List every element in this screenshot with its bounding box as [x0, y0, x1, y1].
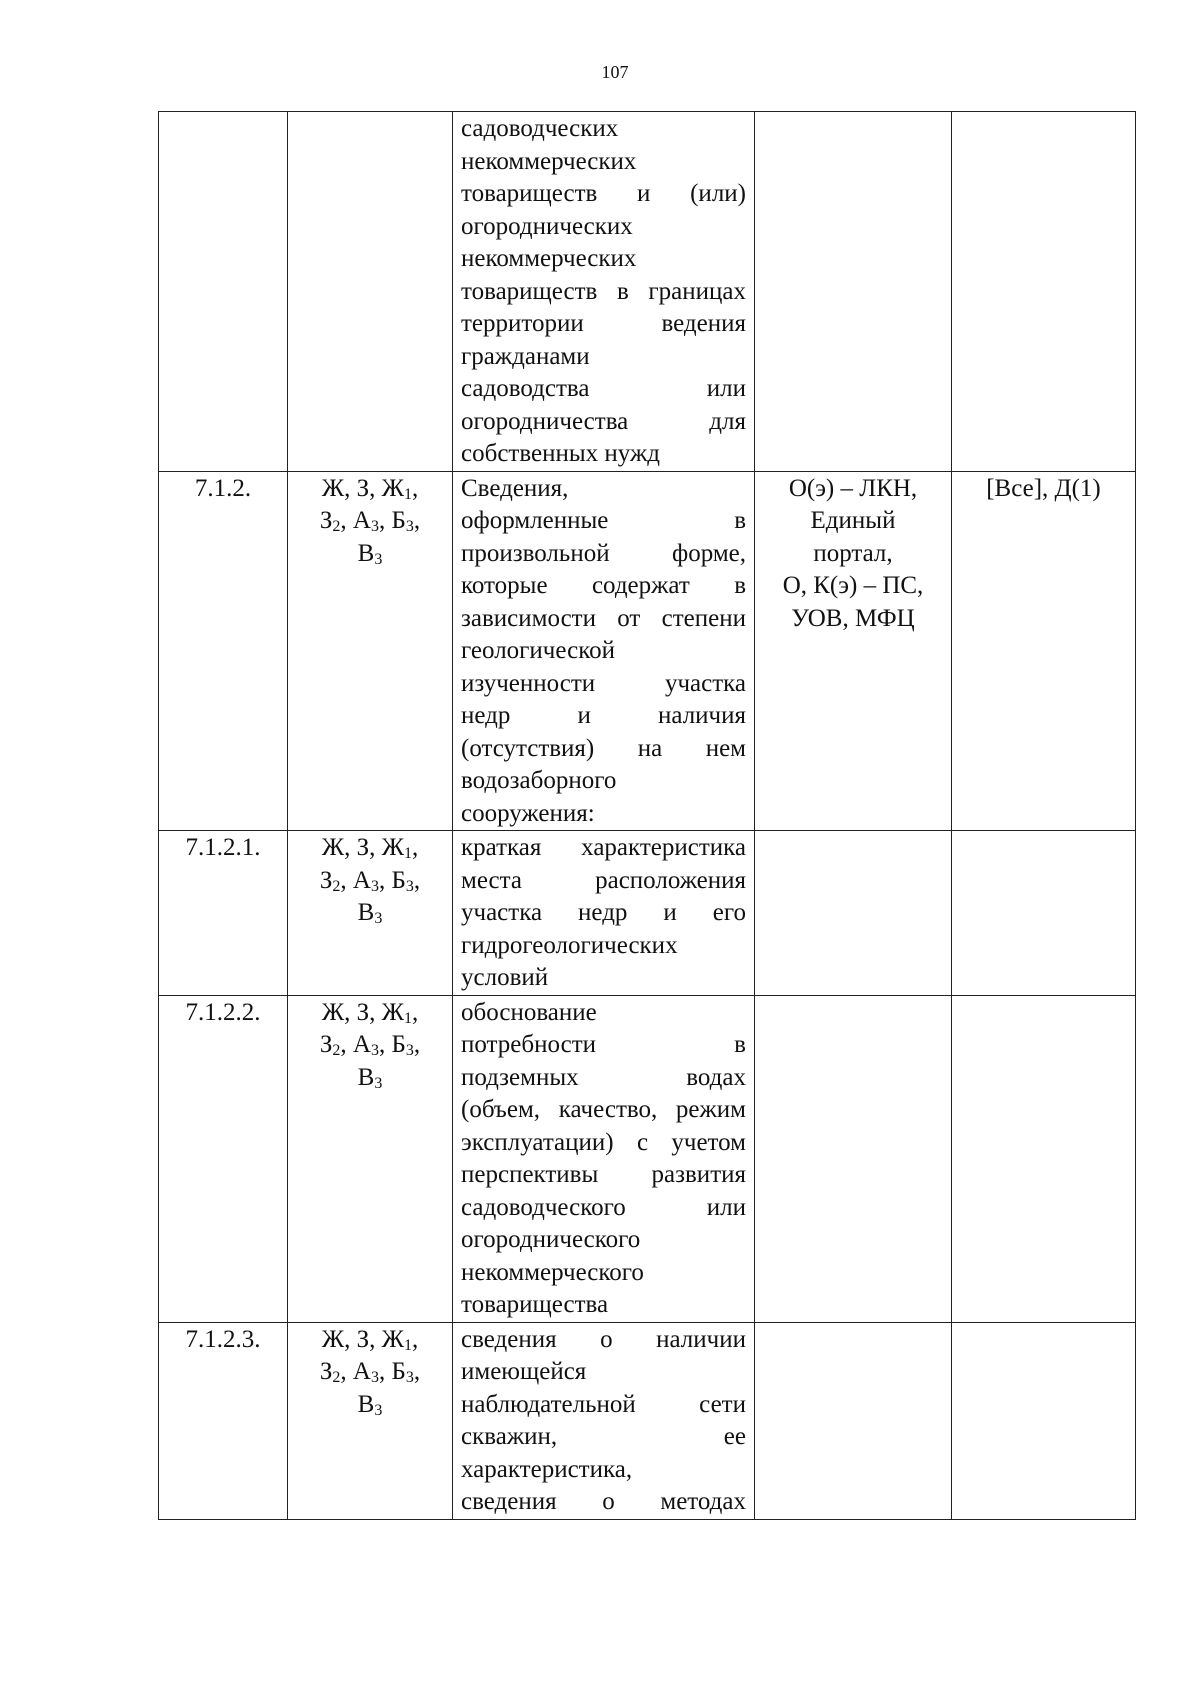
submission-method-line: О, К(э) – ПС, [782, 572, 924, 599]
submission-method-cell [755, 995, 952, 1322]
description-line: Сведения, [461, 474, 569, 502]
applicant-categories-cell [288, 995, 453, 1322]
category-line [296, 865, 444, 898]
table-row [159, 1322, 1136, 1519]
category-text: З [319, 507, 333, 534]
description-line: некоммерческих [461, 245, 637, 272]
category-text: З [319, 1031, 333, 1058]
description-line: имеющейся [461, 1358, 587, 1385]
category-text: , [412, 998, 419, 1026]
table-body [159, 112, 1136, 1520]
category-line [296, 1389, 444, 1422]
category-line [296, 1029, 444, 1062]
subscript: 2 [332, 1042, 341, 1059]
description-line: краткая характеристика [461, 834, 746, 861]
table-row [159, 995, 1136, 1322]
category-line [296, 997, 444, 1030]
description-line: товариществ и (или) [461, 180, 746, 207]
description-line: огороднического [461, 1226, 641, 1253]
description-line: участка недр и его [461, 899, 746, 926]
category-text: З [319, 866, 333, 894]
description-line: гидрогеологических [461, 931, 678, 959]
category-text: , [413, 507, 421, 534]
description-line: подземных водах [461, 1063, 746, 1091]
category-text: Ж, З, Ж [321, 834, 405, 861]
category-line [296, 473, 444, 506]
description-line: обоснование [461, 998, 597, 1026]
subscript: 2 [332, 877, 341, 895]
category-text: В [357, 1063, 375, 1091]
page-number: 107 [601, 62, 629, 82]
subscript: 3 [370, 1042, 379, 1059]
category-text: , А [340, 1031, 371, 1058]
reference-cell [952, 831, 1136, 996]
description-line: некоммерческого [461, 1258, 644, 1286]
subscript: 3 [405, 877, 414, 895]
description-line: некоммерческих [461, 147, 637, 175]
subscript: 3 [405, 1042, 414, 1059]
subscript: 3 [374, 1074, 383, 1092]
description-line: сооружения: [461, 799, 595, 827]
category-line [296, 1324, 444, 1357]
category-text: В [357, 1390, 375, 1418]
description-line: произвольной форме, [461, 539, 746, 567]
submission-method-cell [755, 112, 952, 472]
submission-method-line: портал, [813, 539, 893, 567]
subscript: 3 [370, 877, 379, 895]
description-line: потребности в [461, 1031, 746, 1058]
description-cell [453, 831, 755, 996]
subscript: 1 [404, 1336, 413, 1354]
reference-cell: [Все], Д(1) [952, 471, 1136, 831]
description-line: условий [461, 964, 549, 991]
applicant-categories-cell [288, 831, 453, 996]
submission-method-cell [755, 471, 952, 831]
subscript: 3 [370, 1369, 379, 1386]
table-row [159, 471, 1136, 831]
subscript: 3 [374, 910, 383, 927]
category-text: , [412, 834, 419, 861]
category-text: , [412, 474, 419, 502]
description-line: эксплуатации) с учетом [461, 1128, 746, 1156]
category-line [296, 1062, 444, 1095]
category-text: , А [340, 866, 371, 894]
subscript: 1 [404, 485, 413, 503]
category-text: Ж, З, Ж [321, 1325, 405, 1353]
description-line: перспективы развития [461, 1161, 746, 1188]
category-text: , [412, 1325, 419, 1353]
subscript: 3 [405, 1369, 414, 1386]
description-cell [453, 471, 755, 831]
category-text: В [357, 899, 375, 926]
description-line: наблюдательной сети [461, 1390, 746, 1418]
description-line: огороднических [461, 212, 633, 240]
category-line [296, 1356, 444, 1389]
category-text: , Б [378, 866, 406, 894]
subscript: 3 [374, 550, 383, 568]
submission-method-cell [755, 831, 952, 996]
applicant-categories-cell [288, 1322, 453, 1519]
applicant-categories-cell [288, 112, 453, 472]
category-text: , Б [378, 1031, 406, 1058]
submission-method-line: Единый [810, 507, 896, 534]
requirements-table [158, 111, 1136, 1520]
category-text: , [413, 1358, 421, 1385]
reference-cell [952, 995, 1136, 1322]
submission-method-cell [755, 1322, 952, 1519]
reference-cell [952, 1322, 1136, 1519]
category-text: , [413, 1031, 421, 1058]
description-line: (отсутствия) на нем [461, 734, 746, 762]
category-text: В [357, 539, 375, 567]
description-line: водозаборного [461, 767, 617, 794]
description-line: садоводческого или [461, 1193, 746, 1221]
submission-method-line: О(э) – ЛКН, [788, 474, 918, 502]
description-line: сведения о наличии [461, 1325, 746, 1353]
description-line: товариществ в границах [461, 277, 746, 305]
description-line: изученности участка [461, 669, 746, 697]
submission-method-line: УОВ, МФЦ [791, 604, 915, 632]
description-line: скважин, ее [461, 1423, 746, 1450]
description-line: садоводства или [461, 375, 746, 402]
description-line: гражданами [461, 342, 590, 370]
description-line: характеристика, [461, 1455, 633, 1483]
subscript: 1 [404, 845, 413, 862]
table-row [159, 112, 1136, 472]
table-row [159, 831, 1136, 996]
category-text: Ж, З, Ж [321, 474, 405, 502]
subscript: 3 [374, 1401, 383, 1419]
description-line: геологической [461, 637, 615, 664]
description-cell [453, 995, 755, 1322]
description-line: (объем, качество, режим [461, 1096, 746, 1123]
description-line: которые содержат в [461, 572, 746, 599]
category-text: , А [340, 507, 371, 534]
category-text: Ж, З, Ж [321, 998, 405, 1026]
category-text: , А [340, 1358, 371, 1385]
category-line [296, 538, 444, 571]
category-line [296, 505, 444, 538]
description-line: места расположения [461, 866, 746, 894]
description-cell [453, 1322, 755, 1519]
item-number-cell [159, 112, 288, 472]
item-number-cell: 7.1.2.2. [159, 995, 288, 1322]
subscript: 2 [332, 518, 341, 535]
category-text: , Б [378, 1358, 406, 1385]
category-text: З [319, 1358, 333, 1385]
description-line: недр и наличия [461, 702, 746, 729]
subscript: 2 [332, 1369, 341, 1386]
item-number-cell: 7.1.2. [159, 471, 288, 831]
description-line: садоводческих [461, 115, 619, 142]
item-number-cell: 7.1.2.1. [159, 831, 288, 996]
description-line: сведения о методах [461, 1488, 746, 1515]
description-line: оформленные в [461, 507, 746, 534]
description-line: зависимости от степени [461, 604, 746, 632]
reference-cell [952, 112, 1136, 472]
subscript: 3 [405, 518, 414, 535]
item-number-cell: 7.1.2.3. [159, 1322, 288, 1519]
description-line: товарищества [461, 1291, 609, 1318]
applicant-categories-cell [288, 471, 453, 831]
subscript: 3 [370, 518, 379, 535]
description-line: огородничества для [461, 407, 746, 435]
description-line: собственных нужд [461, 440, 660, 467]
category-line [296, 832, 444, 865]
category-text: , [413, 866, 421, 894]
category-line [296, 897, 444, 930]
subscript: 1 [404, 1009, 413, 1027]
description-cell [453, 112, 755, 472]
category-text: , Б [378, 507, 406, 534]
description-line: территории ведения [461, 310, 746, 337]
